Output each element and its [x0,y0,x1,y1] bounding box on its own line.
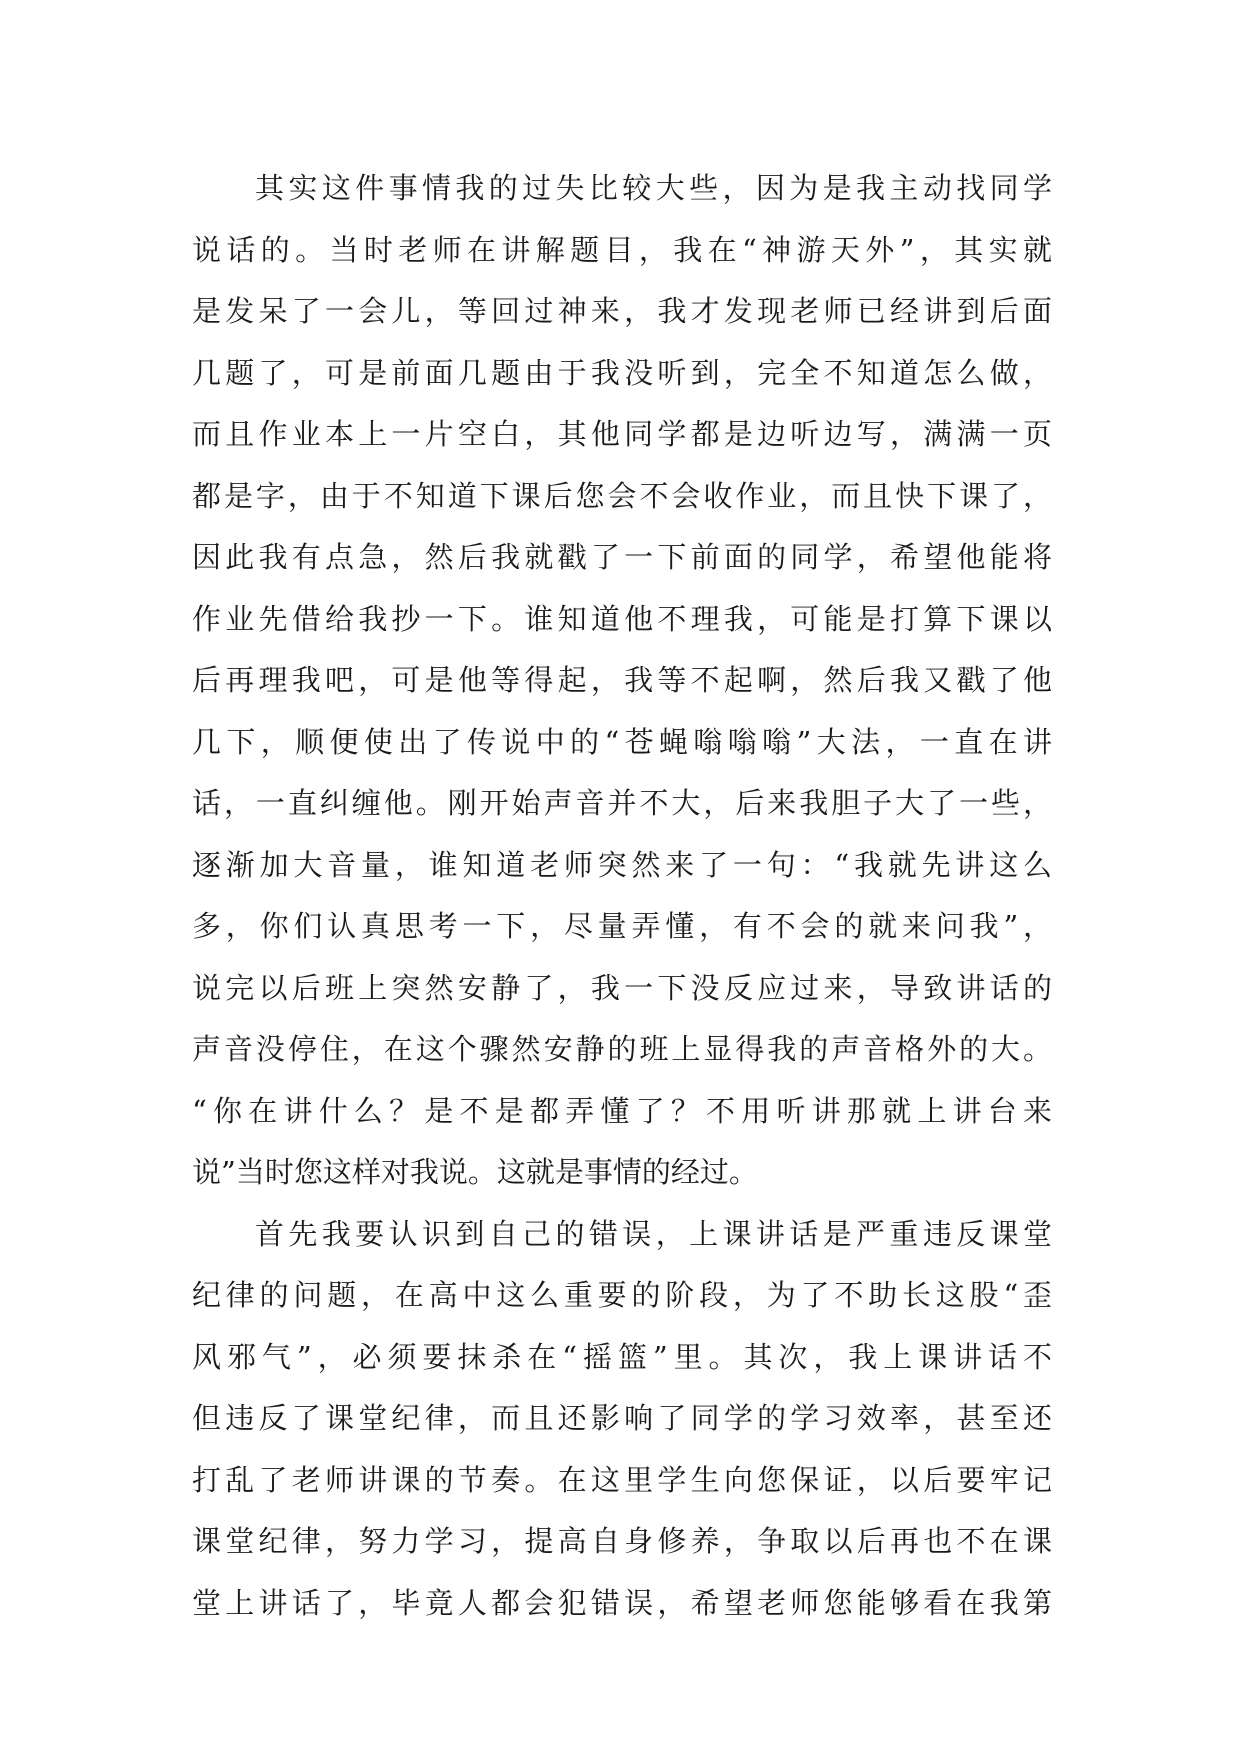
text-line: 说完以后班上突然安静了，我一下没反应过来，导致讲话的 [192,970,1052,1005]
text-line: 几下，顺便使出了传说中的“苍蝇嗡嗡嗡”大法，一直在讲 [192,724,1052,759]
paragraph-1 [192,158,1052,1204]
text-line: 其实这件事情我的过失比较大些，因为是我主动找同学 [255,171,1052,205]
document-body [192,158,1052,1634]
text-line: 是发呆了一会儿，等回过神来，我才发现老师已经讲到后面 [192,294,1052,328]
text-line: 风邪气”，必须要抹杀在“摇篮”里。其次，我上课讲话不 [192,1339,1052,1374]
text-line: 几题了，可是前面几题由于我没听到，完全不知道怎么做， [192,355,1052,390]
text-line: 课堂纪律，努力学习，提高自身修养，争取以后再也不在课 [192,1524,1052,1558]
text-line: 说”当时您这样对我说。这就是事情的经过。 [192,1155,758,1189]
text-line: 因此我有点急，然后我就戳了一下前面的同学，希望他能将 [192,540,1052,574]
text-line: 声音没停住，在这个骤然安静的班上显得我的声音格外的大。 [192,1032,1052,1066]
text-line: 作业先借给我抄一下。谁知道他不理我，可能是打算下课以 [192,601,1052,636]
text-line: 打乱了老师讲课的节奏。在这里学生向您保证，以后要牢记 [192,1462,1052,1497]
text-line: 堂上讲话了，毕竟人都会犯错误，希望老师您能够看在我第 [192,1585,1052,1620]
text-line: 而且作业本上一片空白，其他同学都是边听边写，满满一页 [192,417,1052,451]
text-line: 后再理我吧，可是他等得起，我等不起啊，然后我又戳了他 [192,663,1052,697]
text-line: 首先我要认识到自己的错误，上课讲话是严重违反课堂 [255,1216,1052,1251]
text-line: 说话的。当时老师在讲解题目，我在“神游天外”，其实就 [192,232,1052,267]
text-line: 都是字，由于不知道下课后您会不会收作业，而且快下课了， [192,478,1052,513]
text-line: 逐渐加大音量，谁知道老师突然来了一句：“我就先讲这么 [192,847,1052,882]
text-line: 话，一直纠缠他。刚开始声音并不大，后来我胆子大了一些， [192,786,1052,820]
paragraph-2 [192,1204,1052,1635]
text-line: 纪律的问题，在高中这么重要的阶段，为了不助长这股“歪 [192,1278,1052,1312]
text-line: 但违反了课堂纪律，而且还影响了同学的学习效率，甚至还 [192,1401,1052,1435]
text-line: 多，你们认真思考一下，尽量弄懂，有不会的就来问我”， [192,909,1052,943]
text-line: “你在讲什么？是不是都弄懂了？不用听讲那就上讲台来 [192,1093,1052,1128]
